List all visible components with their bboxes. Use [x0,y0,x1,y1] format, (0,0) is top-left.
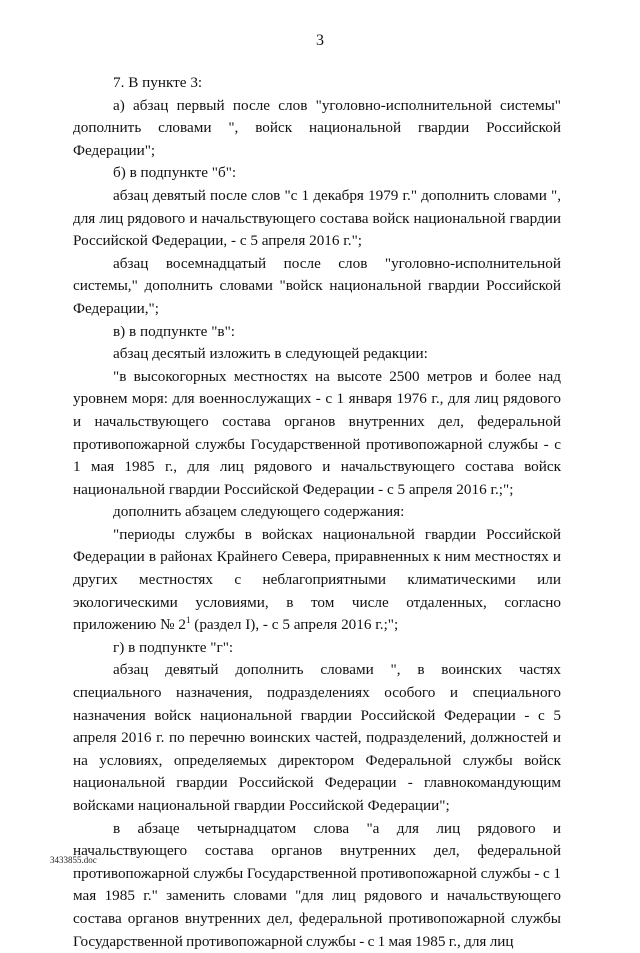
paragraph [73,524,561,637]
paragraph-text-tail: (раздел I), - с 5 апреля 2016 г.;"; [190,616,399,634]
paragraph: дополнить абзацем следующего содержания: [113,503,405,521]
paragraph: г) в подпункте "г": [113,638,234,656]
paragraph: абзац восемнадцатый после слов "уголовно-исполнительной системы," дополнить словами "войск национальной гвардии Российской Федерации,"; [73,254,561,317]
paragraph: абзац девятый дополнить словами ", в воинских частях специального назначения, подразделениях особого и специального назначения войск национальной гвардии Российской Федерации - с 5 апреля 2016 г. по перечню воинских частей, подразделений, должностей и на условиях, определяемых директором Федеральной службы войск национальной гвардии Российской Федерации - главнокомандующим войсками национальной гвардии Российской Федерации"; [73,661,561,814]
paragraph: 7. В пункте 3: [113,74,203,91]
paragraph: "в высокогорных местностях на высоте 2500 метров и более над уровнем моря: для военнослужащих - с 1 января 1976 г., для лиц рядового и начальствующего состава органов внутренних дел, федеральной противопожарной службы Государственной противопожарной службы - с 1 мая 1985 г., для лиц рядового и начальствующего состава войск национальной гвардии Российской Федерации - с 5 апреля 2016 г.;"; [73,367,561,498]
paragraph: б) в подпункте "б": [113,164,237,182]
page-number: 3 [316,32,324,49]
superscript: 1 [185,615,191,626]
paragraph: абзац десятый изложить в следующей редакции: [113,345,428,363]
paragraph: а) абзац первый после слов "уголовно-исполнительной системы" дополнить словами ", войск национальной гвардии Российской Федерации"; [73,96,561,159]
document-body [73,72,561,953]
footer-filename: 3433855.doc [50,855,97,865]
paragraph: в) в подпункте "в": [113,322,235,340]
paragraph: в абзаце четырнадцатом слова "а для лиц рядового и начальствующего состава органов внутренних дел, федеральной противопожарной службы Государственной противопожарной службы - с 1 мая 1985 г." заменить словами "для лиц рядового и начальствующего состава органов внутренних дел, федеральной противопожарной службы Государственной противопожарной службы - с 1 мая 1985 г., для лиц [73,819,561,950]
paragraph-text: "периоды службы в войсках национальной гвардии Российской Федерации в районах Крайнего Севера, приравненных к ним местностях и других местностях с неблагоприятными климатическими или экологическими условиями, в том числе отдаленных, согласно приложению № 2 [73,525,561,634]
paragraph: абзац девятый после слов "с 1 декабря 1979 г." дополнить словами ", для лиц рядового и начальствующего состава войск национальной гвардии Российской Федерации, - с 5 апреля 2016 г."; [73,186,561,250]
